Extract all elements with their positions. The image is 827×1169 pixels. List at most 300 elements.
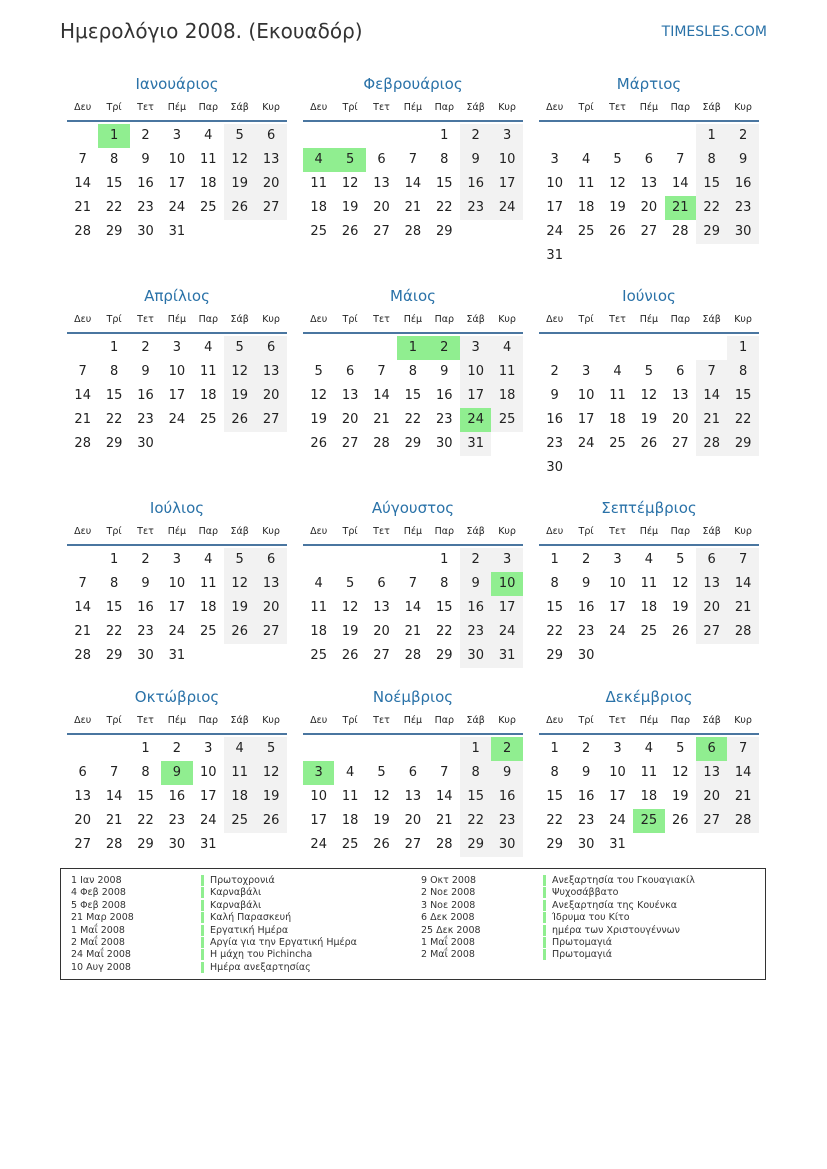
day-cell: 6 bbox=[408, 765, 418, 780]
day-cell: 31 bbox=[200, 837, 217, 852]
day-cell: 30 bbox=[734, 224, 752, 239]
day-cell: 20 bbox=[404, 813, 422, 828]
day-cell: 8 bbox=[471, 765, 480, 780]
month-block bbox=[303, 685, 523, 881]
weekday-label: Τετ bbox=[373, 314, 390, 325]
day-cell: 6 bbox=[345, 364, 355, 379]
day-cell: 30 bbox=[137, 648, 154, 663]
day-cell: 24 bbox=[609, 813, 626, 828]
day-cell: 24 bbox=[200, 813, 217, 828]
day-cell: 31 bbox=[498, 648, 516, 663]
day-cell: 20 bbox=[703, 789, 720, 804]
day-cell: 10 bbox=[168, 364, 186, 379]
day-cell: 28 bbox=[74, 648, 91, 663]
day-cell: 1 bbox=[707, 128, 716, 143]
legend-holiday-name: Πρωτοχρονιά bbox=[201, 875, 275, 886]
weekday-label: Δευ bbox=[74, 102, 92, 113]
weekday-label: Σάβ bbox=[230, 102, 249, 113]
weekday-label: Πέμ bbox=[639, 526, 659, 537]
day-cell: 11 bbox=[200, 152, 217, 167]
month-block bbox=[539, 685, 759, 881]
day-cell: 17 bbox=[609, 789, 626, 804]
weekday-label: Πέμ bbox=[167, 314, 187, 325]
weekday-label: Παρ bbox=[434, 715, 454, 726]
weekday-label: Τετ bbox=[373, 102, 390, 113]
day-cell: 7 bbox=[78, 364, 87, 379]
day-cell: 6 bbox=[266, 552, 276, 567]
month-name: Φεβρουάριος bbox=[363, 75, 463, 93]
day-cell: 30 bbox=[137, 224, 154, 239]
day-cell: 19 bbox=[310, 412, 327, 427]
day-cell: 16 bbox=[168, 789, 186, 804]
day-cell: 12 bbox=[341, 600, 359, 615]
day-cell: 25 bbox=[200, 624, 217, 639]
day-cell: 25 bbox=[498, 412, 516, 427]
weekday-label: Σάβ bbox=[702, 102, 721, 113]
month-block bbox=[67, 496, 287, 692]
day-cell: 23 bbox=[137, 624, 154, 639]
day-cell: 17 bbox=[168, 176, 186, 191]
day-cell: 25 bbox=[310, 224, 327, 239]
day-cell: 31 bbox=[609, 837, 626, 852]
weekday-label: Τετ bbox=[373, 526, 390, 537]
day-cell: 22 bbox=[546, 624, 563, 639]
day-cell: 13 bbox=[373, 600, 390, 615]
day-cell: 18 bbox=[341, 813, 359, 828]
weekday-label: Πέμ bbox=[167, 102, 187, 113]
weekday-label: Κυρ bbox=[734, 314, 752, 325]
day-cell: 14 bbox=[436, 789, 453, 804]
weekday-label: Πέμ bbox=[403, 715, 423, 726]
day-cell: 9 bbox=[738, 152, 748, 167]
day-cell: 17 bbox=[577, 412, 595, 427]
weekday-label: Τετ bbox=[137, 102, 154, 113]
day-cell: 21 bbox=[404, 624, 422, 639]
weekday-label: Τρί bbox=[106, 715, 122, 726]
holiday-day-cell: 4 bbox=[303, 148, 334, 172]
day-cell: 4 bbox=[581, 152, 591, 167]
day-cell: 6 bbox=[377, 576, 386, 591]
day-cell: 19 bbox=[640, 412, 658, 427]
day-cell: 29 bbox=[436, 224, 453, 239]
day-cell: 3 bbox=[172, 128, 182, 143]
day-cell: 23 bbox=[577, 813, 595, 828]
holiday-day-cell: 10 bbox=[491, 572, 522, 596]
month-block bbox=[539, 496, 759, 692]
weekday-label: Τετ bbox=[373, 715, 390, 726]
day-cell: 18 bbox=[609, 412, 626, 427]
day-cell: 17 bbox=[168, 388, 186, 403]
day-cell: 2 bbox=[141, 128, 150, 143]
day-cell: 24 bbox=[168, 412, 186, 427]
day-cell: 22 bbox=[734, 412, 752, 427]
day-cell: 28 bbox=[74, 436, 91, 451]
legend-date: 2 Νοε 2008 bbox=[421, 887, 476, 899]
day-cell: 14 bbox=[703, 388, 720, 403]
day-cell: 20 bbox=[341, 412, 359, 427]
weekday-header bbox=[67, 709, 287, 735]
day-cell: 15 bbox=[467, 789, 484, 804]
day-cell: 30 bbox=[137, 436, 154, 451]
day-cell: 25 bbox=[231, 813, 248, 828]
day-cell: 6 bbox=[266, 128, 276, 143]
day-cell: 7 bbox=[377, 364, 386, 379]
weekday-header bbox=[303, 96, 523, 122]
day-cell: 25 bbox=[200, 200, 217, 215]
weekday-label: Τρί bbox=[578, 314, 594, 325]
day-cell: 16 bbox=[467, 600, 484, 615]
day-cell: 10 bbox=[546, 176, 563, 191]
weekday-label: Κυρ bbox=[734, 526, 752, 537]
day-cell: 24 bbox=[498, 200, 516, 215]
day-cell: 1 bbox=[440, 128, 449, 143]
weekday-label: Παρ bbox=[670, 526, 690, 537]
day-cell: 3 bbox=[204, 741, 213, 756]
day-cell: 27 bbox=[373, 648, 390, 663]
day-cell: 23 bbox=[546, 436, 563, 451]
month-name: Απρίλιος bbox=[144, 287, 210, 305]
day-cell: 22 bbox=[703, 200, 720, 215]
day-cell: 7 bbox=[440, 765, 449, 780]
weekday-label: Παρ bbox=[434, 314, 454, 325]
day-cell: 12 bbox=[262, 765, 280, 780]
day-cell: 19 bbox=[672, 789, 689, 804]
weekday-header bbox=[539, 96, 759, 122]
day-cell: 3 bbox=[502, 128, 512, 143]
weekday-label: Πέμ bbox=[167, 715, 187, 726]
day-cell: 5 bbox=[644, 364, 654, 379]
day-cell: 21 bbox=[703, 412, 720, 427]
weekday-label: Δευ bbox=[310, 102, 328, 113]
holiday-day-cell: 25 bbox=[633, 809, 664, 833]
weekday-label: Πέμ bbox=[403, 314, 423, 325]
day-cell: 22 bbox=[105, 200, 123, 215]
days-grid bbox=[303, 124, 523, 268]
month-block bbox=[67, 284, 287, 480]
month-block bbox=[67, 72, 287, 268]
day-cell: 25 bbox=[640, 624, 658, 639]
day-cell: 8 bbox=[440, 576, 449, 591]
day-cell: 24 bbox=[168, 624, 186, 639]
day-cell: 3 bbox=[172, 340, 182, 355]
day-cell: 3 bbox=[581, 364, 591, 379]
day-cell: 22 bbox=[546, 813, 563, 828]
month-block bbox=[539, 284, 759, 480]
day-cell: 14 bbox=[373, 388, 390, 403]
day-cell: 11 bbox=[200, 364, 217, 379]
day-cell: 10 bbox=[577, 388, 595, 403]
day-cell: 8 bbox=[141, 765, 150, 780]
legend-holiday-name: Καρναβάλι bbox=[201, 887, 261, 898]
days-grid bbox=[67, 336, 287, 480]
day-cell: 1 bbox=[738, 340, 748, 355]
day-cell: 23 bbox=[734, 200, 752, 215]
legend-holiday-name: Καλή Παρασκευή bbox=[201, 912, 291, 923]
day-cell: 23 bbox=[168, 813, 186, 828]
day-cell: 28 bbox=[404, 224, 422, 239]
day-cell: 4 bbox=[644, 741, 654, 756]
day-cell: 29 bbox=[546, 837, 563, 852]
weekday-label: Τρί bbox=[342, 715, 358, 726]
holiday-day-cell: 2 bbox=[491, 737, 522, 761]
day-cell: 28 bbox=[734, 624, 752, 639]
day-cell: 17 bbox=[310, 813, 327, 828]
day-cell: 27 bbox=[703, 813, 720, 828]
day-cell: 14 bbox=[672, 176, 689, 191]
day-cell: 13 bbox=[262, 152, 280, 167]
day-cell: 23 bbox=[577, 624, 595, 639]
day-cell: 17 bbox=[498, 600, 516, 615]
day-cell: 19 bbox=[231, 600, 248, 615]
day-cell: 19 bbox=[231, 176, 248, 191]
holiday-day-cell: 24 bbox=[460, 408, 491, 432]
legend-date: 25 Δεκ 2008 bbox=[421, 924, 481, 936]
legend-holiday-name: Πρωτομαγιά bbox=[543, 949, 612, 960]
day-cell: 14 bbox=[404, 176, 422, 191]
day-cell: 14 bbox=[404, 600, 422, 615]
month-name: Ιούλιος bbox=[149, 499, 205, 517]
day-cell: 20 bbox=[672, 412, 689, 427]
day-cell: 18 bbox=[640, 600, 658, 615]
day-cell: 15 bbox=[105, 600, 123, 615]
day-cell: 27 bbox=[640, 224, 658, 239]
day-cell: 5 bbox=[676, 552, 685, 567]
day-cell: 6 bbox=[644, 152, 654, 167]
holiday-day-cell: 2 bbox=[429, 336, 460, 360]
day-cell: 10 bbox=[168, 576, 186, 591]
month-name: Σεπτέμβριος bbox=[601, 499, 697, 517]
day-cell: 22 bbox=[467, 813, 484, 828]
day-cell: 23 bbox=[498, 813, 516, 828]
legend-date: 5 Φεβ 2008 bbox=[71, 899, 126, 911]
days-grid bbox=[303, 737, 523, 881]
days-grid bbox=[303, 548, 523, 692]
day-cell: 11 bbox=[640, 576, 658, 591]
weekday-label: Σάβ bbox=[230, 715, 249, 726]
day-cell: 13 bbox=[672, 388, 689, 403]
weekday-label: Πέμ bbox=[403, 102, 423, 113]
day-cell: 30 bbox=[577, 648, 595, 663]
day-cell: 8 bbox=[408, 364, 418, 379]
weekday-label: Σάβ bbox=[466, 102, 485, 113]
legend-holiday-name: Εργατική Ημέρα bbox=[201, 925, 288, 936]
day-cell: 31 bbox=[467, 436, 484, 451]
day-cell: 12 bbox=[672, 765, 689, 780]
day-cell: 24 bbox=[498, 624, 516, 639]
days-grid bbox=[67, 124, 287, 268]
weekday-label: Τρί bbox=[578, 715, 594, 726]
day-cell: 31 bbox=[546, 248, 563, 263]
day-cell: 29 bbox=[467, 837, 484, 852]
day-cell: 24 bbox=[609, 624, 626, 639]
day-cell: 2 bbox=[141, 340, 150, 355]
day-cell: 23 bbox=[436, 412, 453, 427]
day-cell: 20 bbox=[703, 600, 720, 615]
day-cell: 8 bbox=[550, 765, 559, 780]
page-title: Ημερολόγιο 2008. (Εκουαδόρ) bbox=[60, 19, 363, 43]
month-name: Δεκέμβριος bbox=[605, 688, 693, 706]
month-name: Ιανουάριος bbox=[135, 75, 219, 93]
day-cell: 3 bbox=[172, 552, 182, 567]
day-cell: 8 bbox=[109, 152, 119, 167]
legend-date: 24 Μαΐ 2008 bbox=[71, 949, 131, 961]
day-cell: 9 bbox=[440, 364, 449, 379]
day-cell: 18 bbox=[498, 388, 516, 403]
day-cell: 11 bbox=[640, 765, 658, 780]
day-cell: 25 bbox=[577, 224, 595, 239]
weekday-header bbox=[539, 520, 759, 546]
legend-holiday-name: Ίδρυμα του Κίτο bbox=[543, 912, 630, 923]
day-cell: 22 bbox=[404, 412, 422, 427]
weekday-label: Τρί bbox=[106, 102, 122, 113]
day-cell: 30 bbox=[436, 436, 453, 451]
weekday-label: Κυρ bbox=[734, 715, 752, 726]
day-cell: 12 bbox=[373, 789, 390, 804]
day-cell: 3 bbox=[502, 552, 512, 567]
weekday-label: Δευ bbox=[74, 715, 92, 726]
legend-date: 2 Μαΐ 2008 bbox=[71, 937, 125, 948]
day-cell: 12 bbox=[609, 176, 626, 191]
day-cell: 3 bbox=[613, 741, 622, 756]
day-cell: 1 bbox=[471, 741, 480, 756]
day-cell: 9 bbox=[471, 576, 480, 591]
days-grid bbox=[539, 548, 759, 692]
day-cell: 30 bbox=[577, 837, 595, 852]
day-cell: 17 bbox=[467, 388, 484, 403]
days-grid bbox=[303, 336, 523, 480]
day-cell: 30 bbox=[546, 460, 563, 475]
day-cell: 2 bbox=[172, 741, 182, 756]
day-cell: 27 bbox=[262, 624, 280, 639]
day-cell: 21 bbox=[734, 789, 752, 804]
weekday-label: Παρ bbox=[434, 526, 454, 537]
site-link[interactable]: TIMESLES.COM bbox=[661, 24, 767, 40]
day-cell: 14 bbox=[74, 388, 91, 403]
day-cell: 29 bbox=[105, 648, 123, 663]
day-cell: 8 bbox=[707, 152, 716, 167]
legend-holiday-name: Καρναβάλι bbox=[201, 900, 261, 911]
day-cell: 3 bbox=[613, 552, 622, 567]
day-cell: 28 bbox=[404, 648, 422, 663]
day-cell: 2 bbox=[581, 741, 591, 756]
day-cell: 22 bbox=[137, 813, 154, 828]
day-cell: 5 bbox=[314, 364, 323, 379]
day-cell: 17 bbox=[546, 200, 563, 215]
day-cell: 28 bbox=[74, 224, 91, 239]
weekday-label: Σάβ bbox=[230, 526, 249, 537]
day-cell: 27 bbox=[341, 436, 359, 451]
day-cell: 11 bbox=[310, 176, 327, 191]
day-cell: 15 bbox=[703, 176, 720, 191]
day-cell: 9 bbox=[141, 576, 150, 591]
weekday-label: Παρ bbox=[198, 102, 218, 113]
day-cell: 29 bbox=[546, 648, 563, 663]
legend-date: 1 Μαΐ 2008 bbox=[421, 937, 475, 948]
day-cell: 14 bbox=[734, 576, 752, 591]
holiday-day-cell: 1 bbox=[397, 336, 428, 360]
day-cell: 20 bbox=[262, 176, 280, 191]
month-name: Αύγουστος bbox=[371, 499, 455, 517]
legend-holiday-name: Πρωτομαγιά bbox=[543, 937, 612, 948]
month-block bbox=[539, 72, 759, 268]
day-cell: 13 bbox=[640, 176, 658, 191]
weekday-header bbox=[303, 709, 523, 735]
weekday-label: Σάβ bbox=[702, 314, 721, 325]
day-cell: 16 bbox=[577, 600, 595, 615]
day-cell: 26 bbox=[231, 200, 248, 215]
day-cell: 10 bbox=[609, 576, 626, 591]
day-cell: 16 bbox=[734, 176, 752, 191]
weekday-label: Δευ bbox=[74, 314, 92, 325]
day-cell: 10 bbox=[168, 152, 186, 167]
day-cell: 8 bbox=[109, 576, 119, 591]
day-cell: 4 bbox=[613, 364, 622, 379]
day-cell: 31 bbox=[168, 224, 186, 239]
day-cell: 9 bbox=[581, 765, 591, 780]
weekday-label: Σάβ bbox=[702, 526, 721, 537]
day-cell: 28 bbox=[703, 436, 720, 451]
day-cell: 30 bbox=[467, 648, 484, 663]
legend-date: 21 Μαρ 2008 bbox=[71, 912, 134, 924]
legend-holiday-name: Ημέρα ανεξαρτησίας bbox=[201, 962, 311, 973]
day-cell: 16 bbox=[498, 789, 516, 804]
day-cell: 28 bbox=[672, 224, 689, 239]
day-cell: 20 bbox=[74, 813, 91, 828]
legend-date: 10 Αυγ 2008 bbox=[71, 961, 131, 973]
weekday-label: Παρ bbox=[198, 314, 218, 325]
legend-date: 3 Νοε 2008 bbox=[421, 899, 476, 911]
weekday-label: Τετ bbox=[137, 715, 154, 726]
day-cell: 11 bbox=[609, 388, 626, 403]
day-cell: 16 bbox=[467, 176, 484, 191]
legend-date: 1 Μαΐ 2008 bbox=[71, 924, 125, 936]
day-cell: 1 bbox=[440, 552, 449, 567]
day-cell: 18 bbox=[231, 789, 248, 804]
day-cell: 27 bbox=[373, 224, 390, 239]
day-cell: 13 bbox=[703, 576, 720, 591]
day-cell: 24 bbox=[168, 200, 186, 215]
weekday-label: Κυρ bbox=[498, 526, 516, 537]
legend-date: 2 Μαΐ 2008 bbox=[421, 949, 475, 961]
day-cell: 17 bbox=[168, 600, 186, 615]
day-cell: 16 bbox=[436, 388, 453, 403]
day-cell: 20 bbox=[373, 624, 390, 639]
day-cell: 14 bbox=[105, 789, 123, 804]
weekday-label: Δευ bbox=[74, 526, 92, 537]
weekday-label: Κυρ bbox=[498, 102, 516, 113]
weekday-header bbox=[303, 520, 523, 546]
day-cell: 15 bbox=[404, 388, 422, 403]
day-cell: 27 bbox=[262, 200, 280, 215]
day-cell: 6 bbox=[78, 765, 87, 780]
day-cell: 27 bbox=[262, 412, 280, 427]
day-cell: 26 bbox=[672, 624, 689, 639]
day-cell: 4 bbox=[204, 552, 213, 567]
days-grid bbox=[539, 336, 759, 480]
day-cell: 29 bbox=[105, 436, 123, 451]
day-cell: 24 bbox=[310, 837, 327, 852]
weekday-label: Τρί bbox=[578, 102, 594, 113]
month-name: Ιούνιος bbox=[622, 287, 676, 305]
day-cell: 26 bbox=[231, 412, 248, 427]
day-cell: 18 bbox=[577, 200, 595, 215]
day-cell: 21 bbox=[74, 624, 91, 639]
day-cell: 21 bbox=[436, 813, 453, 828]
weekday-label: Πέμ bbox=[167, 526, 187, 537]
weekday-label: Κυρ bbox=[498, 314, 516, 325]
day-cell: 13 bbox=[74, 789, 91, 804]
weekday-label: Δευ bbox=[546, 102, 564, 113]
